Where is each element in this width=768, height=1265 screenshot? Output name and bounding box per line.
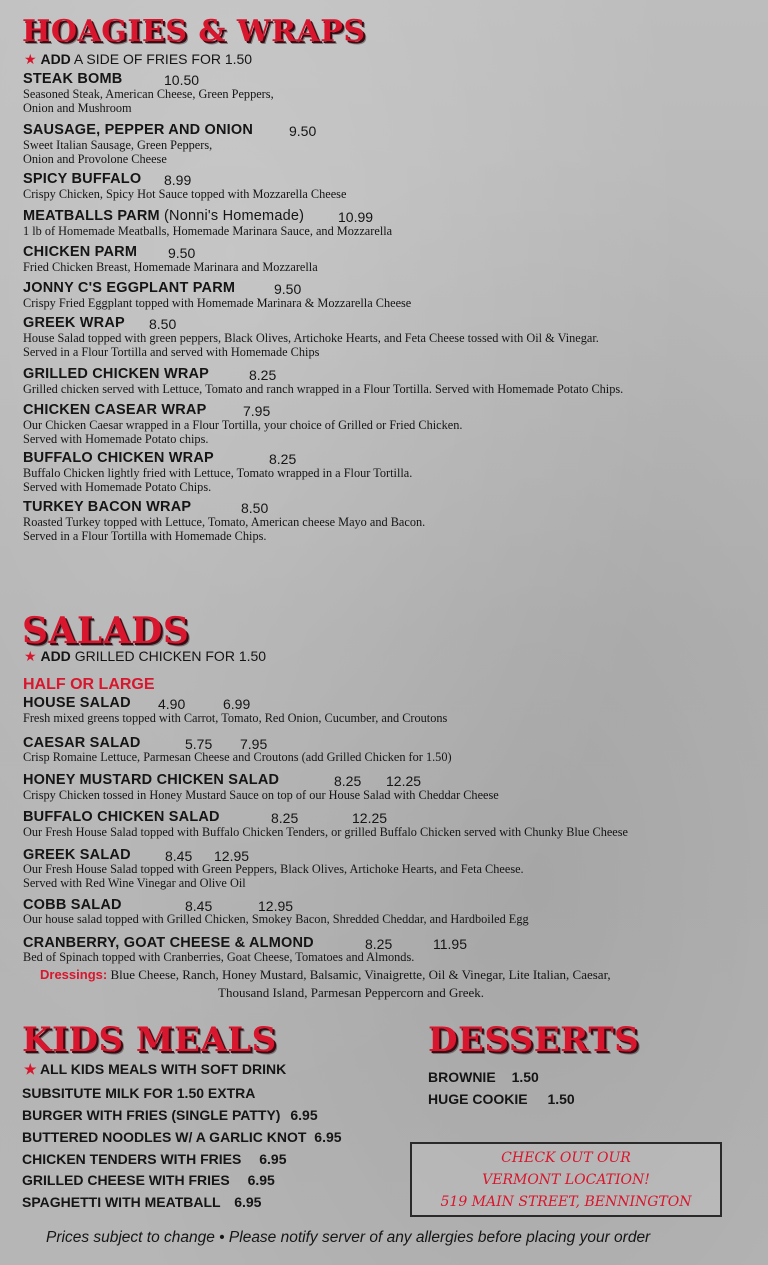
menu-item-price: 8.50 — [241, 500, 269, 516]
salads-note-text: GRILLED CHICKEN FOR 1.50 — [74, 648, 267, 664]
menu-item-desc: Sweet Italian Sausage, Green Peppers, — [23, 138, 213, 152]
kids-item-name: BURGER WITH FRIES (SINGLE PATTY) — [22, 1107, 281, 1123]
menu-item-name: BUFFALO CHICKEN WRAP — [23, 450, 214, 466]
menu-item-desc: Buffalo Chicken lightly fried with Lettuce, Tomato wrapped in a Flour Tortilla. — [23, 466, 413, 480]
menu-item-price: 8.25 — [269, 451, 297, 467]
hoagies-title: HOAGIES & WRAPS — [22, 14, 366, 49]
salad-half-price: 8.45 — [165, 848, 193, 864]
salad-half-price: 5.75 — [185, 736, 213, 752]
menu-item-desc: Onion and Mushroom — [23, 101, 132, 115]
salad-size-header: HALF OR LARGE — [23, 676, 155, 693]
menu-item-name-text: MEATBALLS PARM — [23, 208, 160, 224]
menu-item-desc: Grilled chicken served with Lettuce, Tomato and ranch wrapped in a Flour Tortilla. Served with Homemade Potato Chips. — [23, 382, 624, 396]
menu-item-desc: House Salad topped with green peppers, Black Olives, Artichoke Hearts, and Feta Cheese tossed with Oil & Vinegar. — [23, 331, 599, 345]
salad-large-price: 7.95 — [240, 736, 268, 752]
dessert-name: HUGE COOKIE — [428, 1091, 528, 1107]
salad-half-price: 8.25 — [334, 773, 362, 789]
dressings-list: Blue Cheese, Ranch, Honey Mustard, Balsamic, Vinaigrette, Oil & Vinegar, Lite Italian, Caesar, — [110, 967, 611, 982]
menu-item-desc: Served with Homemade Potato chips. — [23, 432, 209, 446]
location-address: 519 MAIN STREET, BENNINGTON — [440, 1193, 692, 1210]
kids-item-name: CHICKEN TENDERS WITH FRIES — [22, 1151, 242, 1167]
menu-item-price: 8.99 — [164, 172, 192, 188]
menu-item-name — [23, 208, 304, 224]
menu-item-desc: Served with Red Wine Vinegar and Olive Oil — [23, 876, 246, 890]
footer-note: Prices subject to change • Please notify server of any allergies before placing your order — [46, 1229, 651, 1246]
dressings-line — [40, 967, 611, 983]
salads-note — [24, 648, 266, 665]
menu-item-name: HOUSE SALAD — [23, 695, 131, 711]
menu-item-desc: Fried Chicken Breast, Homemade Marinara and Mozzarella — [23, 260, 318, 274]
salad-large-price: 12.95 — [258, 898, 294, 914]
menu-item-price: 7.95 — [243, 403, 271, 419]
salad-half-price: 8.45 — [185, 898, 213, 914]
menu-item-desc: Our house salad topped with Grilled Chicken, Smokey Bacon, Shredded Cheddar, and Hardboiled Egg — [23, 912, 529, 926]
salads-note-bold: ADD — [40, 648, 71, 664]
salad-half-price: 8.25 — [365, 936, 393, 952]
kids-item — [22, 1107, 318, 1123]
menu-item-name: TURKEY BACON WRAP — [23, 499, 192, 515]
salad-half-price: 8.25 — [271, 810, 299, 826]
menu-item-desc: Served in a Flour Tortilla with Homemade Chips. — [23, 529, 267, 543]
menu-item-price: 8.25 — [249, 367, 277, 383]
menu-item-name: CAESAR SALAD — [23, 735, 141, 751]
dessert-item — [428, 1069, 539, 1085]
menu-item-desc: Crisp Romaine Lettuce, Parmesan Cheese and Croutons (add Grilled Chicken for 1.50) — [23, 750, 452, 764]
salad-large-price: 6.99 — [223, 696, 251, 712]
menu-item-desc: Crispy Chicken, Spicy Hot Sauce topped with Mozzarella Cheese — [23, 187, 347, 201]
menu-item-desc: Crispy Chicken tossed in Honey Mustard Sauce on top of our House Salad with Cheddar Cheese — [23, 788, 499, 802]
dressings-label: Dressings: — [40, 967, 108, 982]
dessert-price: 1.50 — [511, 1069, 539, 1085]
kids-item-price: 6.95 — [314, 1129, 342, 1145]
star-icon: ★ — [24, 1061, 37, 1077]
location-line2: VERMONT LOCATION! — [482, 1171, 650, 1188]
kids-item-name: BUTTERED NOODLES W/ A GARLIC KNOT — [22, 1129, 307, 1145]
location-callout — [410, 1142, 722, 1217]
menu-item-desc: Crispy Fried Eggplant topped with Homemade Marinara & Mozzarella Cheese — [23, 296, 412, 310]
menu-item-price: 9.50 — [274, 281, 302, 297]
location-line1: CHECK OUT OUR — [501, 1149, 631, 1166]
kids-title: KIDS MEALS — [22, 1020, 277, 1060]
menu-item-desc: 1 lb of Homemade Meatballs, Homemade Marinara Sauce, and Mozzarella — [23, 224, 393, 238]
salads-title: SALADS — [22, 610, 190, 652]
menu-item-desc: Our Fresh House Salad topped with Green Peppers, Black Olives, Artichoke Hearts, and Feta Cheese. — [23, 862, 524, 876]
menu-item-desc: Served with Homemade Potato Chips. — [23, 480, 212, 494]
kids-item: SUBSITUTE MILK FOR 1.50 EXTRA — [22, 1085, 256, 1101]
kids-item — [22, 1172, 275, 1188]
menu-item-desc: Our Chicken Caesar wrapped in a Flour Tortilla, your choice of Grilled or Fried Chicken. — [23, 418, 463, 432]
dessert-item — [428, 1091, 575, 1107]
menu-item-price: 9.50 — [289, 123, 317, 139]
kids-item-name: GRILLED CHEESE WITH FRIES — [22, 1172, 230, 1188]
kids-item-price: 6.95 — [290, 1107, 318, 1123]
salad-large-price: 12.95 — [214, 848, 250, 864]
menu-item-name: CHICKEN CASEAR WRAP — [23, 402, 207, 418]
menu-item-name: GRILLED CHICKEN WRAP — [23, 366, 210, 382]
kids-item-price: 6.95 — [247, 1172, 275, 1188]
kids-note-text: ALL KIDS MEALS WITH SOFT DRINK — [39, 1061, 287, 1077]
kids-item-price: 6.95 — [259, 1151, 287, 1167]
kids-item-price: 6.95 — [234, 1194, 262, 1210]
menu-item-desc: Roasted Turkey topped with Lettuce, Tomato, American cheese Mayo and Bacon. — [23, 515, 426, 529]
star-icon: ★ — [24, 648, 37, 664]
menu-item-name: HONEY MUSTARD CHICKEN SALAD — [23, 772, 280, 788]
menu-item-price: 10.99 — [338, 209, 374, 225]
dessert-name: BROWNIE — [428, 1069, 496, 1085]
salad-half-price: 4.90 — [158, 696, 186, 712]
salad-large-price: 12.25 — [352, 810, 388, 826]
menu-item-desc: Seasoned Steak, American Cheese, Green Peppers, — [23, 87, 274, 101]
menu-item-qualifier: (Nonni's Homemade) — [164, 208, 305, 224]
menu-item-desc: Onion and Provolone Cheese — [23, 152, 167, 166]
dressings-line: Thousand Island, Parmesan Peppercorn and Greek. — [218, 985, 485, 1000]
salad-large-price: 11.95 — [433, 936, 467, 952]
hoagies-note-bold: ADD — [40, 51, 71, 67]
menu-item-name: SPICY BUFFALO — [23, 171, 142, 187]
menu-item-name: CRANBERRY, GOAT CHEESE & ALMOND — [23, 935, 314, 951]
menu-item-name: GREEK SALAD — [23, 847, 131, 863]
salad-large-price: 12.25 — [386, 773, 422, 789]
menu-item-name: BUFFALO CHICKEN SALAD — [23, 809, 220, 825]
menu-item-desc: Bed of Spinach topped with Cranberries, Goat Cheese, Tomatoes and Almonds. — [23, 950, 415, 964]
menu-item-price: 9.50 — [168, 245, 196, 261]
dessert-price: 1.50 — [547, 1091, 575, 1107]
menu-item-desc: Served in a Flour Tortilla and served with Homemade Chips — [23, 345, 320, 359]
menu-item-desc: Fresh mixed greens topped with Carrot, Tomato, Red Onion, Cucumber, and Croutons — [23, 711, 448, 725]
kids-item — [22, 1129, 342, 1145]
kids-item — [22, 1151, 286, 1167]
menu-item-name: SAUSAGE, PEPPER AND ONION — [23, 122, 254, 138]
menu-item-price: 10.50 — [164, 72, 200, 88]
menu-item-name: COBB SALAD — [23, 897, 122, 913]
hoagies-note — [24, 51, 252, 68]
desserts-title: DESSERTS — [428, 1020, 640, 1060]
menu-item-name: JONNY C'S EGGPLANT PARM — [23, 280, 236, 296]
kids-item — [22, 1194, 261, 1210]
menu-item-desc: Our Fresh House Salad topped with Buffalo Chicken Tenders, or grilled Buffalo Chicken served with Chunky Blue Cheese — [23, 825, 628, 839]
hoagies-note-text: A SIDE OF FRIES FOR 1.50 — [73, 51, 253, 67]
menu-item-name: STEAK BOMB — [23, 71, 123, 87]
star-icon: ★ — [24, 51, 37, 67]
menu-item-price: 8.50 — [149, 316, 177, 332]
menu-item-name: GREEK WRAP — [23, 315, 125, 331]
kids-item-name: SPAGHETTI WITH MEATBALL — [22, 1194, 221, 1210]
kids-note — [24, 1061, 286, 1078]
menu-item-name: CHICKEN PARM — [23, 244, 138, 260]
